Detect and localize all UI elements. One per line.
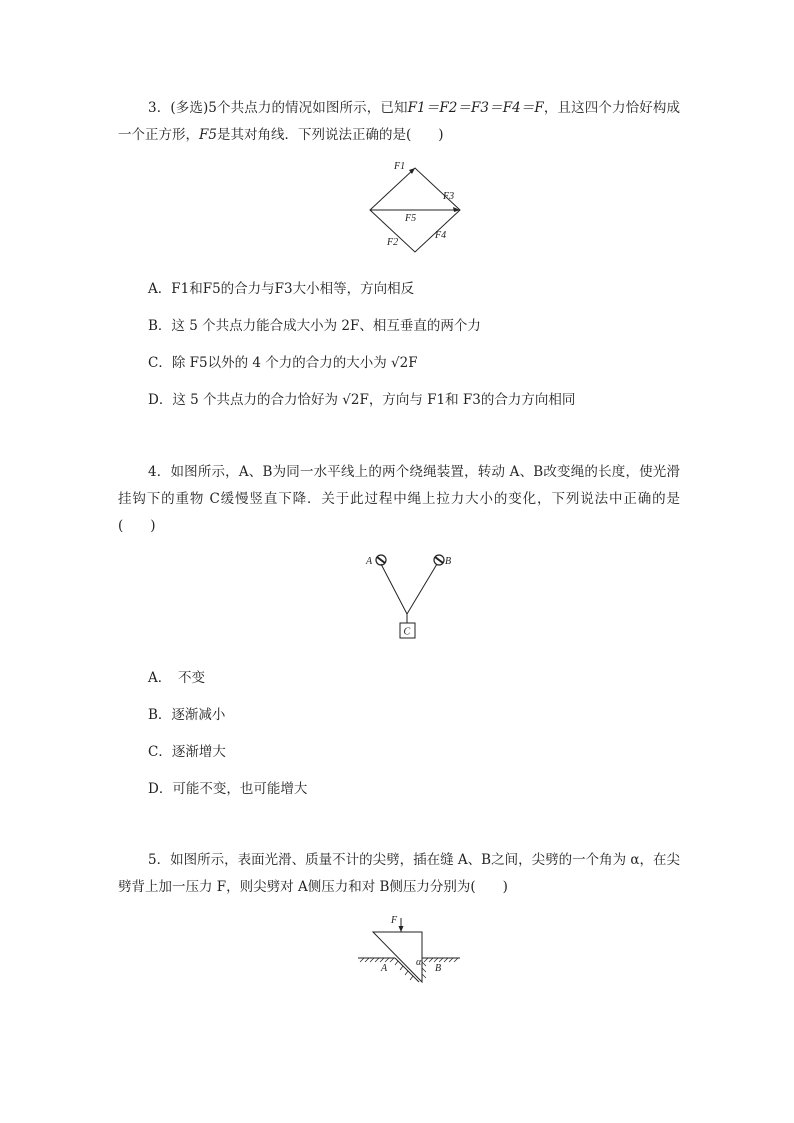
label-b: B (445, 556, 452, 567)
question-3 (118, 95, 680, 149)
hatch-right (424, 958, 458, 962)
label-f: F (391, 915, 398, 926)
q4-option-c: C．逐渐增大 (148, 744, 226, 760)
pulley-weight-diagram (360, 550, 460, 645)
label-a: A (366, 556, 373, 567)
rope (381, 564, 437, 614)
wedge-diagram (355, 910, 465, 990)
label-a: A (381, 963, 388, 974)
hatch-wall-b (422, 962, 426, 978)
label-c: C (403, 626, 411, 638)
question-5-stem: 5．如图所示，表面光滑、质量不计的尖劈，插在缝 A、B之间，尖劈的一个角为 α，在尖劈背上加一压力 F，则尖劈对 A侧压力和对 B侧压力分别为( ) (118, 852, 680, 895)
q3-option-b: B．这 5 个共点力能合成大小为 2F、相互垂直的两个力 (148, 318, 481, 334)
label-f2: F2 (387, 237, 399, 248)
q3-option-d: D．这 5 个共点力的合力恰好为 √2F，方向与 F1和 F3的合力方向相同 (148, 392, 576, 408)
label-alpha: α (416, 957, 422, 968)
label-f3: F3 (443, 191, 455, 202)
question-4 (118, 459, 680, 540)
force-f-arrow (399, 926, 404, 932)
label-f4: F4 (435, 230, 447, 241)
q4-option-a: A． 不变 (148, 670, 205, 686)
wedge (373, 932, 422, 982)
label-f5: F5 (405, 213, 417, 224)
force-square-diagram (360, 155, 470, 255)
question-3-stem: 3．(多选)5个共点力的情况如图所示，已知F1＝F2＝F3＝F4＝F，且这四个力恰好构成一个正方形，F5是其对角线．下列说法正确的是( ) (118, 100, 680, 143)
label-b: B (435, 963, 442, 974)
q3-option-a: A．F1和F5的合力与F3大小相等，方向相反 (148, 281, 415, 297)
label-f1: F1 (394, 161, 406, 172)
q3-option-c: C．除 F5以外的 4 个力的合力的大小为 √2F (148, 355, 418, 371)
q4-option-d: D．可能不变，也可能增大 (148, 781, 308, 797)
q4-option-b: B．逐渐减小 (148, 707, 226, 723)
question-5 (118, 847, 680, 901)
question-4-stem: 4．如图所示，A、B为同一水平线上的两个绕绳装置，转动 A、B改变绳的长度，使光滑挂钩下的重物 C缓慢竖直下降．关于此过程中绳上拉力大小的变化，下列说法中正确的是( ) (118, 464, 680, 534)
hatch-left (360, 958, 394, 962)
